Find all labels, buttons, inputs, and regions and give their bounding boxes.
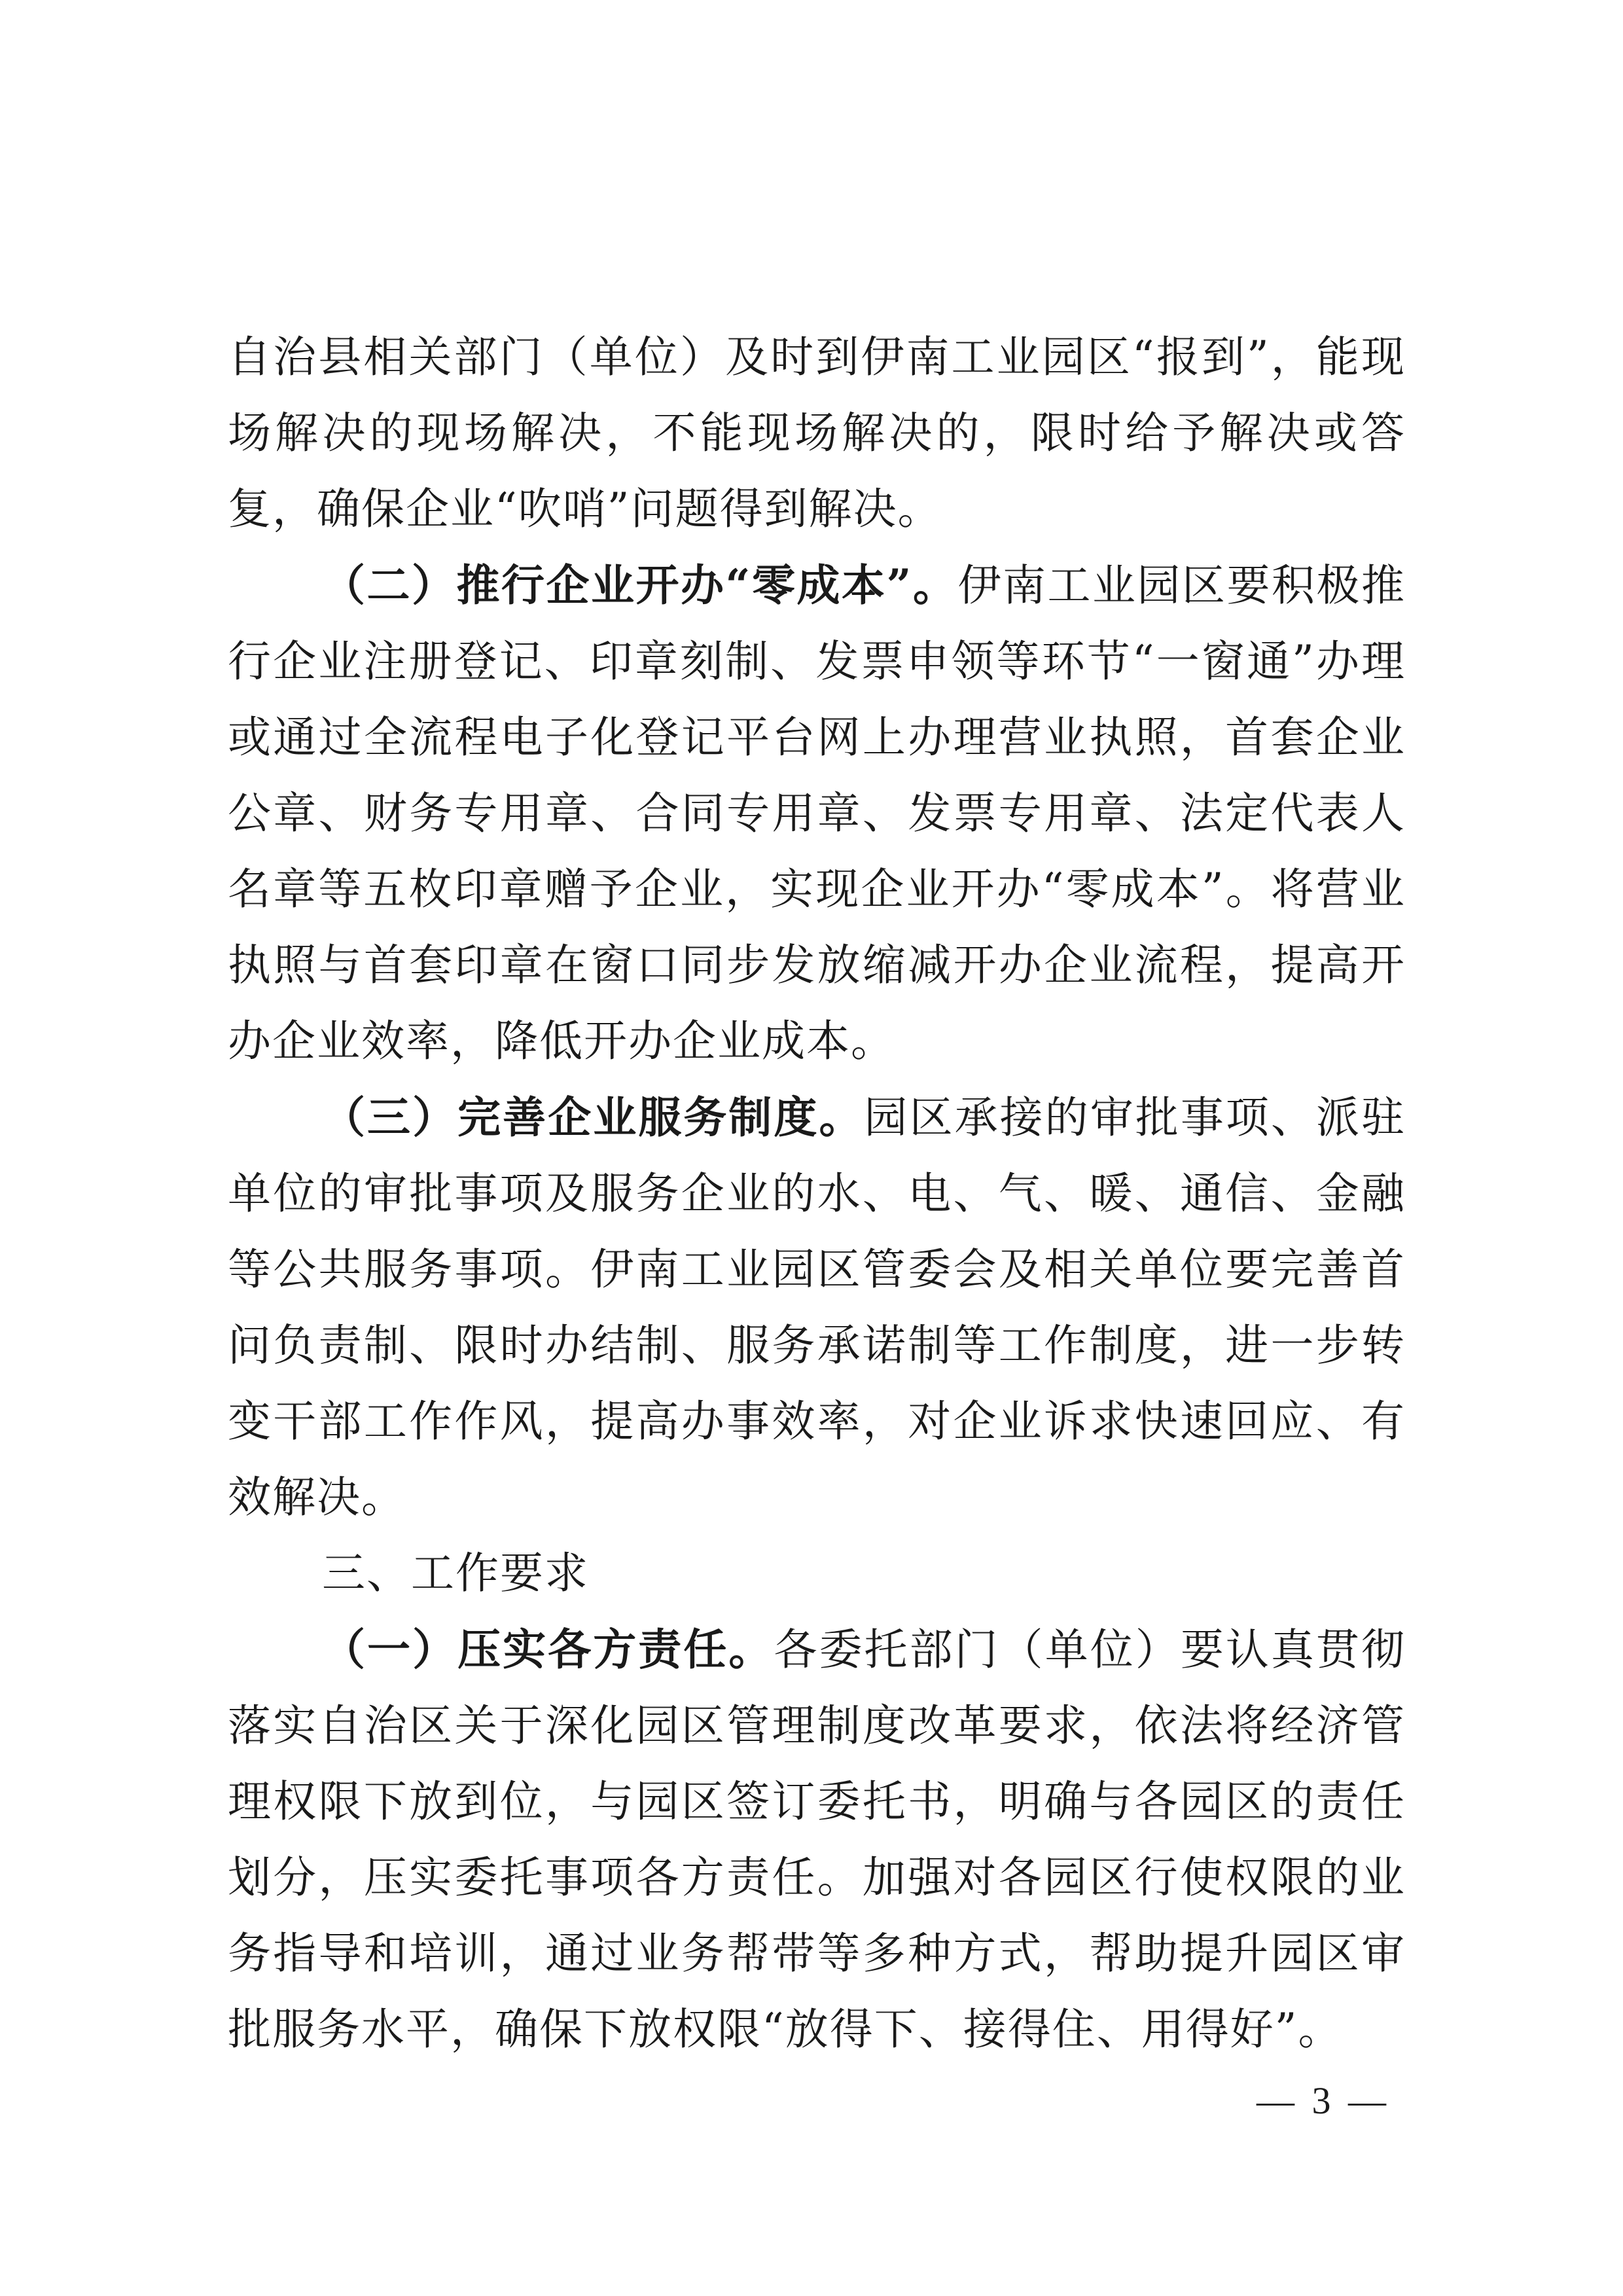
paragraph-text: 园区承接的审批事项、派驻单位的审批事项及服务企业的水、电、气、暖、通信、金融等公共服务事项。伊南工业园区管委会及相关单位要完善首问负责制、限时办结制、服务承诺制等工作制度，进一步转变干部工作作风，提高办事效率，对企业诉求快速回应、有效解决。 [228, 1092, 1406, 1522]
paragraph-responsibility [228, 1611, 1406, 2068]
paragraph-text: 伊南工业园区要积极推行企业注册登记、印章刻制、发票申领等环节“一窗通”办理或通过全流程电子化登记平台网上办理营业执照，首套企业公章、财务专用章、合同专用章、发票专用章、法定代表人名章等五枚印章赠予企业，实现企业开办“零成本”。将营业执照与首套印章在窗口同步发放缩减开办企业流程，提高开办企业效率，降低开办企业成本。 [228, 560, 1406, 1066]
paragraph-continuation [228, 319, 1406, 547]
page-number: — 3 — [1257, 2079, 1390, 2122]
paragraph-service-system [228, 1079, 1406, 1535]
section-heading: 三、工作要求 [322, 1548, 589, 1598]
paragraph-text: 各委托部门（单位）要认真贯彻落实自治区关于深化园区管理制度改革要求，依法将经济管理权限下放到位，与园区签订委托书，明确与各园区的责任划分，压实委托事项各方责任。加强对各园区行使权限的业务指导和培训，通过业务帮带等多种方式，帮助提升园区审批服务水平，确保下放权限“放得下、接得住、用得好”。 [228, 1624, 1406, 2054]
paragraph-lead: （二）推行企业开办“零成本”。 [322, 560, 958, 611]
paragraph-zero-cost [228, 547, 1406, 1079]
paragraph-lead: （一）压实各方责任。 [322, 1624, 774, 1675]
paragraph-text: 自治县相关部门（单位）及时到伊南工业园区“报到”，能现场解决的现场解决，不能现场解决的，限时给予解决或答复，确保企业“吹哨”问题得到解决。 [228, 332, 1406, 534]
paragraph-lead: （三）完善企业服务制度。 [322, 1092, 865, 1143]
document-body [228, 319, 1406, 2068]
